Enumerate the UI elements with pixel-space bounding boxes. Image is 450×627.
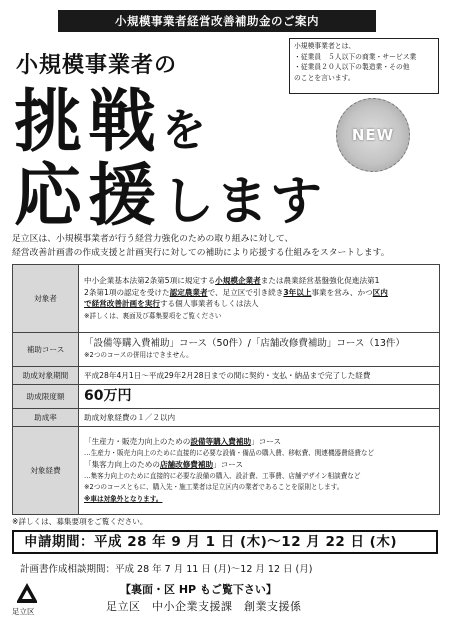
definition-title: 小規模事業者とは、 (294, 42, 356, 50)
text-emphasis: 区内 (372, 287, 388, 297)
text: する個人事業者もしくは法人 (159, 299, 259, 308)
definition-line: ・従業員 ５人以下の商業・サービス業 (294, 52, 417, 61)
hero-line-2-kana: します (162, 171, 325, 232)
text: 「生産力・販売力向上のための (84, 437, 191, 446)
text: または農業経営基盤強化促進法第1 (260, 276, 380, 285)
course-note: ※2つのコースの併用はできません。 (84, 350, 193, 359)
course-text: 「設備等購入費補助」コース（50件）/「店舗改修費補助」コース（13件） (84, 338, 405, 349)
text-emphasis: 設備等購入費補助 (190, 437, 252, 446)
hero-line-1-kana: を (162, 105, 207, 156)
row-label-target: 対象者 (13, 265, 79, 333)
definition-line: ・従業員２０人以下の製造業・その他 (294, 63, 410, 71)
row-value-rate: 助成対象経費の１／２以内 (79, 409, 440, 427)
table-row (13, 367, 440, 385)
text: 事業を営み、かつ (311, 287, 373, 297)
table-row (13, 427, 440, 515)
header-banner: 小規模事業者経営改善補助金のご案内 (58, 10, 376, 32)
text: 」コース (251, 437, 282, 446)
intro-text (12, 232, 442, 260)
hero-line-2-main: 応援 (14, 156, 163, 236)
text-emphasis: 店舗改修費補助 (159, 460, 214, 469)
text: 2条第1項の認定を受けた (84, 287, 170, 297)
row-value-course (79, 333, 440, 367)
row-value-limit: 60万円 (79, 385, 440, 409)
text-emphasis: 認定農業者 (169, 287, 208, 297)
intro-line: 足立区は、小規模事業者が行う経営力強化のための取り組みに対して、 (12, 234, 294, 244)
table-row (13, 409, 440, 427)
text: 「集客力向上のための (84, 460, 160, 469)
definition-line: のことを言います。 (294, 73, 355, 82)
expense-note: …集客力向上のために直接的に必要な設備の購入、設計費、工事費、店舗デザイン相談費など (84, 471, 361, 480)
row-label-period: 助成対象期間 (13, 367, 79, 385)
text: 」コース (213, 460, 244, 469)
row-label-expense: 対象経費 (13, 427, 79, 515)
hp-notice: 【裏面・区 HP もご覧下さい】 (120, 583, 277, 596)
hero-line-1 (14, 82, 207, 167)
text: 中小企業基本法第2条第5項に規定する (84, 276, 216, 285)
table-row (13, 385, 440, 409)
expense-note: ※2つのコースともに、購入先・施工業者は足立区内の業者であることを原則とします。 (84, 483, 344, 491)
row-value-expense (79, 427, 440, 515)
intro-line: 経営改善計画書の作成支援と計画実行に対しての補助により応援する仕組みをスタートします。 (12, 248, 390, 258)
adachi-logo-icon (16, 582, 38, 604)
table-row (13, 333, 440, 367)
new-badge: NEW (336, 98, 410, 172)
expense-note: …生産力・販売力向上のために直接的に必要な設備・備品の購入費、移転費、関連機器費経費など (84, 448, 375, 457)
text-emphasis: で経営改善計画を実行 (84, 299, 160, 308)
target-note: ※詳しくは、裏面及び募集要項をご覧ください (84, 311, 222, 320)
detail-note: ※詳しくは、募集要項をご覧ください。 (12, 517, 148, 526)
table-row (13, 265, 440, 333)
definition-box (289, 38, 439, 94)
contact-org: 足立区 中小企業支援課 創業支援係 (106, 600, 302, 613)
logo-text: 足立区 (12, 607, 35, 616)
expense-note: ※車は対象外となります。 (84, 494, 163, 503)
row-label-rate: 助成率 (13, 409, 79, 427)
row-value-period: 平成28年4月1日～平成29年2月28日までの間に契約・支払・納品まで完了した経費 (79, 367, 440, 385)
consult-period: 計画書作成相談期間：平成 28 年 7 月 11 日 (月)～12 月 12 日 (月) (20, 564, 313, 575)
info-table (12, 264, 440, 515)
hero-line-1-main: 挑戦 (14, 82, 163, 162)
text-emphasis: 小規模企業者 (215, 276, 261, 285)
text-emphasis: 3年以上 (283, 287, 312, 297)
text: で、足立区で引き続き (207, 287, 284, 297)
hero-line-2 (14, 156, 325, 238)
application-period: 申請期間：平成 28 年 9 月 1 日 (木)～12 月 22 日 (木) (12, 530, 438, 554)
row-label-course: 補助コース (13, 333, 79, 367)
row-label-limit: 助成限度額 (13, 385, 79, 409)
hero-subtitle: 小規模事業者の (16, 53, 178, 78)
row-value-target (79, 265, 440, 333)
